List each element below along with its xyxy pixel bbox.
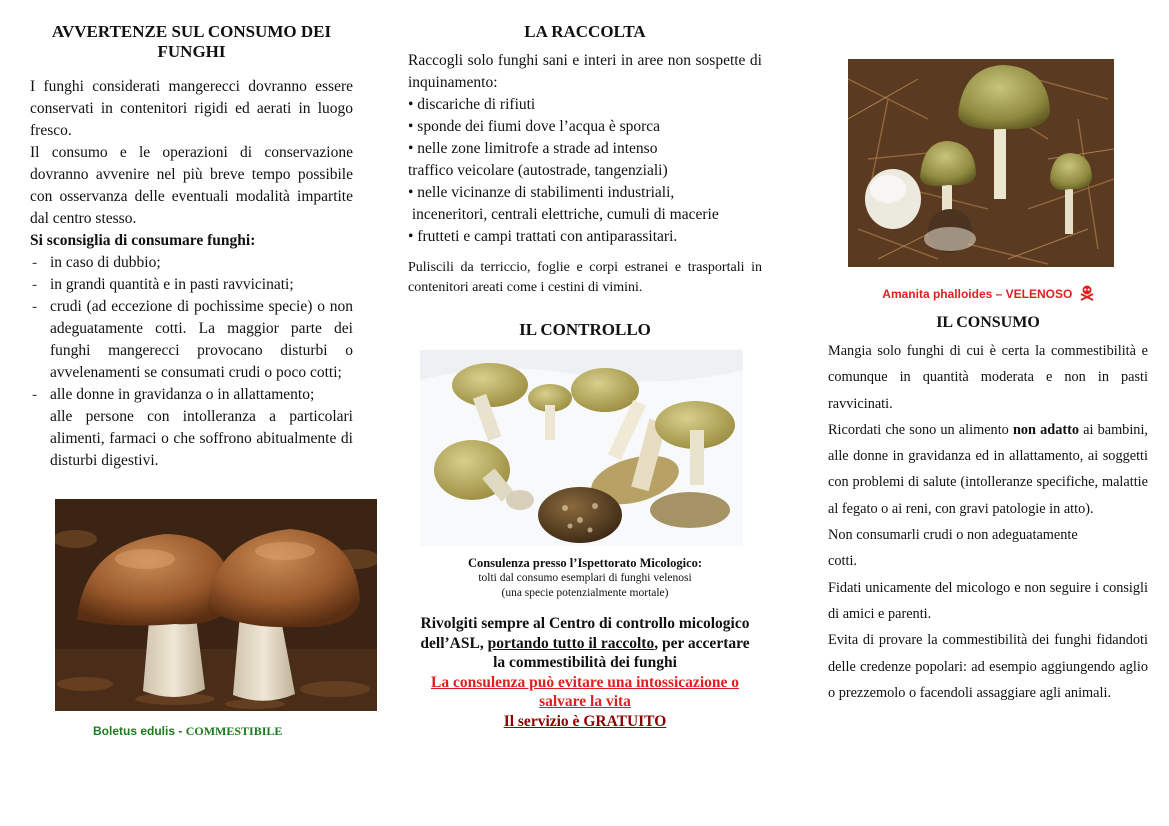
consumption-para-5: Evita di provare la commestibilità dei funghi fidandoti delle credenze popolari: ad esempio aggiungendo aglio o prezzemolo o facendoli assaggiare agli animali. [828,632,1148,701]
warnings-para-storage: I funghi considerati mangerecci dovranno essere conservati in contenitori rigidi ed aerati in luogo fresco. [30,78,353,139]
list-item: • sponde dei fiumi dove l’acqua è sporca [408,118,661,135]
cta-part1: Rivolgiti sempre al Centro di controllo micologico dell’ASL, [420,615,750,652]
amanita-photo [848,59,1114,267]
control-caption [408,556,762,601]
consumption-title: IL CONSUMO [936,314,1040,331]
cta-part2: , per accertare la commestibilità dei funghi [493,634,750,671]
list-item: - in caso di dubbio; [30,252,353,274]
advice-heading-text: Si sconsiglia di consumare funghi: [30,232,256,249]
boletus-caption-label: COMMESTIBILE [185,724,283,738]
control-title: IL CONTROLLO [519,320,651,339]
cta-warning: La consulenza può evitare una intossicazione o salvare la vita [430,673,739,710]
consumption-para-2-bold: non adatto [1012,421,1080,438]
cta-free-service: Il servizio è GRATUITO [503,712,667,730]
list-item: • nelle zone limitrofe a strade ad intenso [408,140,658,157]
column-warnings [30,0,353,472]
control-call-to-action [413,614,757,731]
amanita-illustration [848,59,1114,267]
warnings-title: AVVERTENZE SUL CONSUMO DEI FUNGHI [51,22,332,61]
boletus-caption [93,724,373,739]
column-collection [408,0,762,340]
column-consumption [828,313,1148,706]
collection-title: LA RACCOLTA [524,22,646,41]
consumption-para-2 [828,417,1148,522]
boletus-caption-species: Boletus edulis - [93,724,183,738]
list-item: traffico veicolare (autostrade, tangenziali) [408,162,668,179]
skull-crossbones-glyph [1080,285,1094,301]
list-item: inceneritori, centrali elettriche, cumuli di macerie [408,206,719,223]
list-item: - alle donne in gravidanza o in allattamento; [30,384,353,406]
boletus-illustration [55,499,377,711]
advice-heading [30,230,353,252]
consumption-para-2-a: Ricordati che sono un alimento [828,421,1013,438]
control-photo [420,350,743,546]
consumption-para-3 [828,522,1148,575]
control-caption-line3: (una specie potenzialmente mortale) [501,587,669,599]
skull-crossbones-icon [1080,285,1094,304]
collection-intro: Raccogli solo funghi sani e interi in aree non sospette di inquinamento: [408,52,762,91]
control-caption-line2: tolti dal consumo esemplari di funghi velenosi [478,572,692,584]
list-item: - crudi (ad eccezione di pochissime specie) o non adeguatamente cotti. La maggior parte dei funghi mangerecci provocano disturbi o avvelenamenti se consumati crudi o poco cotti; [30,296,353,384]
consumption-para-3-line1: Non consumarli crudi o non adeguatamente [828,527,1078,544]
amanita-caption [828,285,1148,304]
list-item: • nelle vicinanze di stabilimenti industriali, [408,184,675,201]
cta-underlined: portando tutto il raccolto [487,634,655,652]
advice-continuation: alle persone con intolleranza a particolari alimenti, farmaci o che soffrono abitualmente di disturbi digestivi. [50,408,353,469]
control-caption-bold: Consulenza presso l’Ispettorato Micologico: [467,556,703,570]
list-item: • frutteti e campi trattati con antiparassitari. [408,228,678,245]
advice-list [30,252,353,406]
amanita-caption-text: Amanita phalloides – VELENOSO [882,287,1073,301]
inspected-mushrooms-illustration [420,350,743,546]
warnings-para-consumption: Il consumo e le operazioni di conservazione dovranno avvenire nel più breve tempo possibile con osservanza delle eventuali modalità impartite dal centro stesso. [30,144,353,227]
clean-note: Puliscili da terriccio, foglie e corpi estranei e trasportali in contenitori areati come i cestini di vimini. [408,260,762,295]
list-item: • discariche di rifiuti [408,96,536,113]
consumption-para-3-line2: cotti. [828,553,857,570]
consumption-para-1: Mangia solo funghi di cui è certa la commestibilità e comunque in quantità moderata e non in pasti ravvicinati. [828,343,1148,412]
boletus-photo [55,499,377,711]
consumption-para-4: Fidati unicamente del micologo e non seguire i consigli di amici e parenti. [828,579,1148,622]
consumption-para-2-b: ai bambini, alle donne in gravidanza ed in allattamento, ai soggetti con problemi di salute (intolleranze specifiche, malattie al fegato o ai reni, con gravi patologie in atto). [828,421,1149,517]
list-item: - in grandi quantità e in pasti ravvicinati; [30,274,353,296]
collection-bullets [408,94,762,248]
